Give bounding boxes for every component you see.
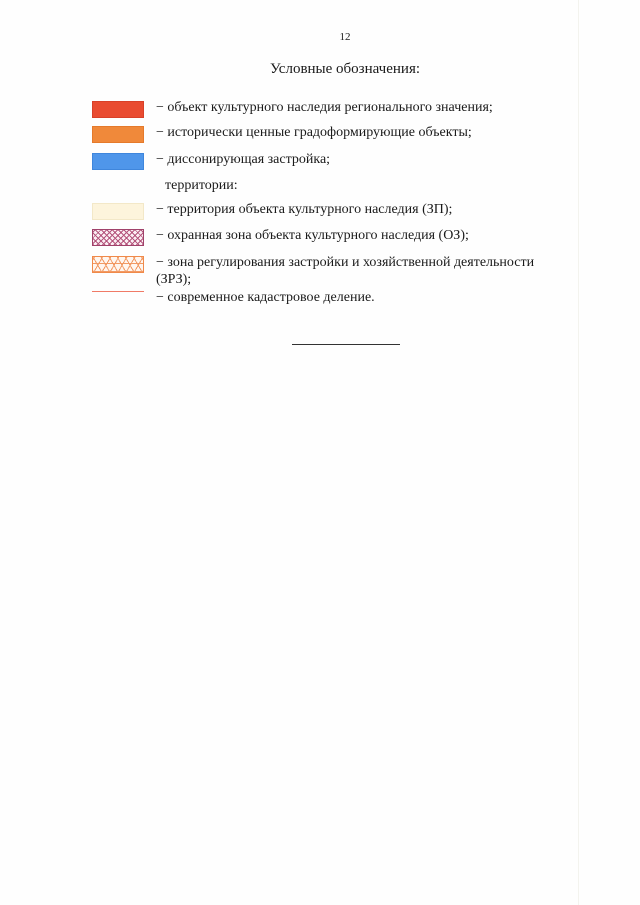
legend-item-label: − территория объекта культурного наследия (ЗП); [156, 202, 453, 217]
cadastre-line-swatch [92, 291, 144, 292]
legend-item-zrz-zone [92, 254, 582, 290]
red-swatch [92, 101, 144, 118]
orange-swatch [92, 126, 144, 143]
legend-item-label: − охранная зона объекта культурного наследия (ОЗ); [156, 228, 469, 243]
blue-swatch [92, 153, 144, 170]
legend-item-oz-zone [92, 227, 582, 247]
legend-item-label: − современное кадастровое деление. [156, 290, 375, 305]
legend-item-label: − зона регулирования застройки и хозяйственной деятельности (ЗРЗ); [156, 255, 535, 287]
legend-item-zp-territory [92, 201, 582, 221]
legend-item-label: − объект культурного наследия регионального значения; [156, 100, 493, 115]
closing-rule [292, 344, 400, 345]
cream-swatch [92, 203, 144, 220]
territories-label: территории: [165, 178, 238, 193]
legend-item-label: − диссонирующая застройка; [156, 152, 331, 167]
crosshatch-swatch [92, 229, 144, 246]
triangle-grid-swatch [92, 256, 144, 273]
legend-item-label: − исторически ценные градоформирующие объекты; [156, 125, 472, 140]
page-number: 12 [339, 31, 351, 43]
legend-item-historic-objects [92, 124, 582, 144]
legend-item-dissonant-buildings [92, 151, 582, 171]
legend-item-regional-heritage [92, 99, 582, 119]
legend-item-cadastre [92, 289, 582, 309]
legend-heading: Условные обозначения: [269, 61, 421, 77]
